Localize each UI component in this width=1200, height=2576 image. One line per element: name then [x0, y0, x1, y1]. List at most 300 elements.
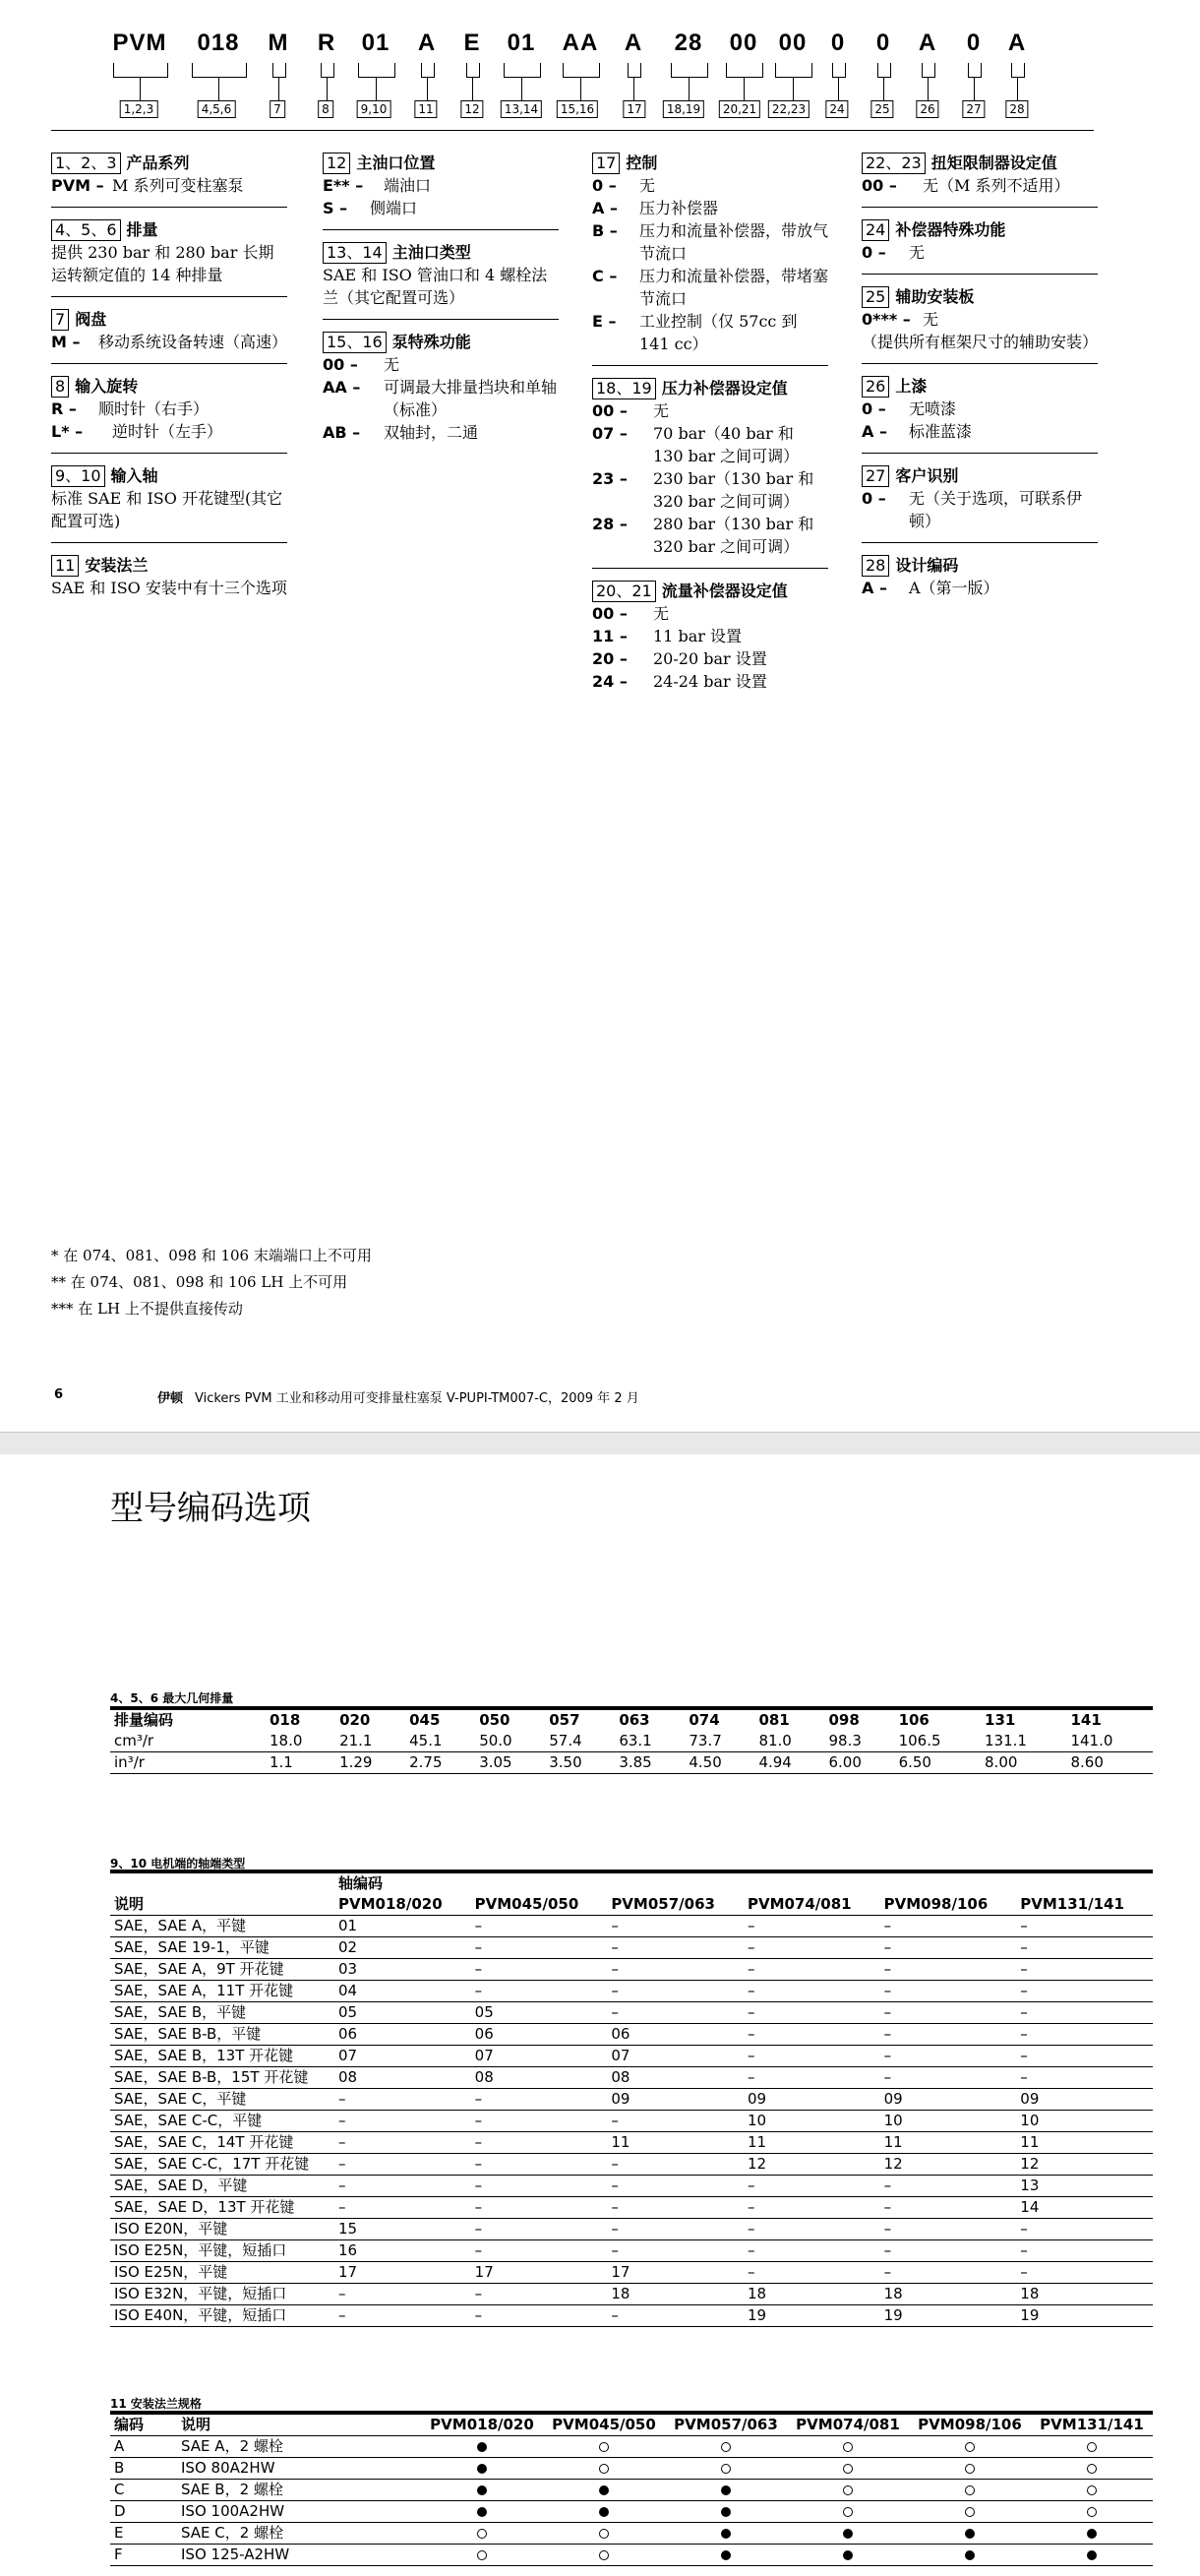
- header-cell: PVM018/020: [334, 1894, 471, 1916]
- table-cell: SAE，SAE B-B，平键: [110, 2024, 334, 2046]
- option-item: [862, 174, 1098, 197]
- option-description: 24-24 bar 设置: [653, 672, 767, 691]
- flange-code: D: [110, 2501, 177, 2523]
- option-section: [51, 309, 287, 364]
- table-cell: SAE，SAE D，13T 开花键: [110, 2197, 334, 2219]
- open-circle-icon: [843, 2485, 853, 2495]
- section-heading: [51, 219, 287, 241]
- option-code: 00 –: [592, 401, 628, 420]
- option-item: [51, 398, 287, 420]
- flange-table-label: 11 安装法兰规格: [110, 2397, 202, 2411]
- table-cell: –: [1016, 2046, 1153, 2067]
- header-cell: 131: [985, 1711, 1016, 1729]
- availability-cell: [909, 2458, 1031, 2480]
- table-cell: 12: [744, 2154, 880, 2176]
- header-cell: PVM074/081: [787, 2413, 909, 2436]
- table-cell: –: [880, 2024, 1017, 2046]
- code-letter-1: PVM: [112, 30, 167, 56]
- table-row: [110, 2089, 1153, 2111]
- section-title: 排量: [126, 220, 158, 239]
- table-row: [110, 2197, 1153, 2219]
- section-heading: [862, 465, 1098, 487]
- section-title: 安装法兰: [85, 556, 149, 575]
- table-cell: –: [607, 1916, 744, 1937]
- availability-cell: [1031, 2501, 1153, 2523]
- section-heading: [592, 153, 828, 174]
- table-cell: –: [744, 2024, 880, 2046]
- option-section: [323, 153, 559, 230]
- option-code: 24 –: [592, 672, 628, 691]
- filled-circle-icon: [599, 2507, 609, 2517]
- option-description: 双轴封，二通: [384, 423, 479, 442]
- code-position-14: 24: [825, 100, 848, 118]
- filled-circle-icon: [1087, 2550, 1097, 2560]
- position-number: 25: [862, 286, 889, 308]
- code-bracket-18: [1011, 63, 1025, 78]
- position-number: 7: [51, 309, 69, 331]
- code-stem-17: [974, 77, 975, 100]
- open-circle-icon: [477, 2550, 487, 2560]
- table-cell: –: [744, 2067, 880, 2089]
- code-position-1: 1,2,3: [120, 100, 158, 118]
- shaft-table-label: 9、10 电机端的轴端类型: [110, 1857, 246, 1871]
- table-cell: –: [880, 1981, 1017, 2002]
- availability-cell: [665, 2545, 787, 2566]
- option-item: [592, 647, 828, 670]
- table-cell: SAE，SAE C-C，17T 开花键: [110, 2154, 334, 2176]
- table-cell: SAE，SAE A，11T 开花键: [110, 1981, 334, 2002]
- table-cell: SAE，SAE C-C，平键: [110, 2111, 334, 2132]
- option-code: B –: [592, 221, 618, 240]
- code-stem-7: [472, 77, 473, 100]
- table-cell: –: [607, 2154, 744, 2176]
- filled-circle-icon: [477, 2464, 487, 2474]
- open-circle-icon: [599, 2529, 609, 2539]
- table-cell: 01: [334, 1916, 471, 1937]
- table-cell: 45.1: [405, 1731, 475, 1752]
- position-number: 9、10: [51, 465, 105, 487]
- header-cell: 074: [689, 1711, 720, 1729]
- code-position-16: 26: [916, 100, 938, 118]
- header-cell: PVM074/081: [744, 1894, 880, 1916]
- table-cell: –: [1016, 2240, 1153, 2262]
- code-position-6: 11: [414, 100, 437, 118]
- table-cell: –: [1016, 2219, 1153, 2240]
- flange-description: ISO 125-A2HW: [177, 2545, 421, 2566]
- option-description: 压力和流量补偿器，带堵塞节流口: [639, 267, 829, 308]
- option-description: 端油口: [384, 176, 432, 195]
- code-bracket-17: [968, 63, 982, 78]
- table-cell: –: [607, 2176, 744, 2197]
- option-item: [862, 331, 1098, 353]
- option-description: 顺时针（右手）: [98, 399, 210, 418]
- table-cell: 19: [1016, 2305, 1153, 2327]
- table-cell: –: [880, 2046, 1017, 2067]
- position-number: 4、5、6: [51, 219, 121, 241]
- table-cell: SAE，SAE C，平键: [110, 2089, 334, 2111]
- table-row: [110, 1937, 1153, 1959]
- table-row: [110, 2501, 1153, 2523]
- position-number: 24: [862, 219, 889, 241]
- table-row: [110, 2480, 1153, 2501]
- table-cell: –: [334, 2111, 471, 2132]
- table-row: [110, 2024, 1153, 2046]
- code-letter-3: M: [268, 30, 289, 56]
- option-section: [51, 555, 287, 609]
- option-section: [592, 378, 828, 569]
- code-position-7: 12: [460, 100, 483, 118]
- table-cell: –: [880, 1959, 1017, 1981]
- table-cell: –: [880, 2002, 1017, 2024]
- table-cell: –: [334, 2197, 471, 2219]
- table-cell: 10: [744, 2111, 880, 2132]
- code-bracket-8: [504, 63, 541, 78]
- table-cell: 11: [607, 2132, 744, 2154]
- option-description: 逆时针（左手）: [112, 422, 223, 441]
- table-row: [110, 2067, 1153, 2089]
- section-heading: [862, 376, 1098, 398]
- table-cell: –: [744, 1916, 880, 1937]
- flange-code: E: [110, 2523, 177, 2545]
- code-position-4: 8: [318, 100, 333, 118]
- empty-cell: [110, 1871, 334, 1894]
- table-cell: 4.94: [754, 1752, 824, 1774]
- code-bracket-11: [671, 63, 708, 78]
- table-cell: 131.1: [981, 1731, 1066, 1752]
- table-cell: 13: [1016, 2176, 1153, 2197]
- table-row: [110, 1959, 1153, 1981]
- open-circle-icon: [477, 2529, 487, 2539]
- option-code: L* –: [51, 422, 84, 441]
- code-bracket-9: [563, 63, 600, 78]
- table-cell: 07: [607, 2046, 744, 2067]
- position-number: 17: [592, 153, 620, 174]
- table-cell: 73.7: [685, 1731, 754, 1752]
- table-cell: –: [1016, 2067, 1153, 2089]
- availability-cell: [1031, 2480, 1153, 2501]
- open-circle-icon: [965, 2442, 975, 2452]
- section-heading: [51, 309, 287, 331]
- code-position-3: 7: [270, 100, 285, 118]
- option-item: [862, 308, 1098, 331]
- section-heading: [51, 376, 287, 398]
- table-cell: 18: [880, 2284, 1017, 2305]
- availability-cell: [543, 2458, 665, 2480]
- table-cell: –: [744, 2176, 880, 2197]
- code-bracket-5: [358, 63, 395, 78]
- code-position-11: 18,19: [663, 100, 704, 118]
- availability-cell: [421, 2480, 543, 2501]
- option-item: [323, 174, 559, 197]
- option-section: [592, 581, 828, 703]
- code-bracket-2: [192, 63, 247, 78]
- table-cell: 05: [334, 2002, 471, 2024]
- table-cell: 141.0: [1066, 1731, 1153, 1752]
- position-number: 15、16: [323, 332, 387, 353]
- footer-brand: 伊顿: [157, 1391, 184, 1406]
- option-description: 70 bar（40 bar 和 130 bar 之间可调）: [653, 424, 800, 465]
- code-stem-14: [838, 77, 839, 100]
- option-section: [51, 219, 287, 297]
- open-circle-icon: [843, 2507, 853, 2517]
- option-code: 0 –: [862, 489, 886, 508]
- option-description: 标准蓝漆: [909, 422, 973, 441]
- position-number: 26: [862, 376, 889, 398]
- table-row: [110, 1916, 1153, 1937]
- option-section: [323, 242, 559, 320]
- code-stem-9: [580, 77, 581, 100]
- code-stem-2: [218, 77, 219, 100]
- section-title: 扭矩限制器设定值: [930, 153, 1057, 172]
- group-header: 轴编码: [338, 1874, 384, 1892]
- option-item: [592, 174, 828, 197]
- section-title: 泵特殊功能: [391, 333, 471, 351]
- option-code: R –: [51, 399, 77, 418]
- position-number: 1、2、3: [51, 153, 121, 174]
- table-row: [110, 2111, 1153, 2132]
- option-code: PVM –: [51, 176, 104, 195]
- header-cell: 排量编码: [114, 1711, 174, 1729]
- option-code: AA –: [323, 378, 361, 397]
- code-position-12: 20,21: [719, 100, 760, 118]
- table-cell: 11: [1016, 2132, 1153, 2154]
- code-bracket-12: [726, 63, 763, 78]
- table-cell: 04: [334, 1981, 471, 2002]
- code-position-15: 25: [870, 100, 893, 118]
- table-cell: 2.75: [405, 1752, 475, 1774]
- open-circle-icon: [1087, 2442, 1097, 2452]
- availability-cell: [543, 2545, 665, 2566]
- table-cell: 19: [744, 2305, 880, 2327]
- code-bracket-10: [628, 63, 641, 78]
- table-cell: –: [471, 2197, 608, 2219]
- code-stem-4: [327, 77, 328, 100]
- table-cell: 17: [607, 2262, 744, 2284]
- option-section: [862, 286, 1098, 364]
- header-cell: PVM045/050: [471, 1894, 608, 1916]
- page-number: 6: [54, 1387, 64, 1402]
- header-cell: PVM018/020: [421, 2413, 543, 2436]
- option-item: [323, 376, 559, 421]
- availability-cell: [1031, 2436, 1153, 2458]
- availability-cell: [421, 2458, 543, 2480]
- section-title: 辅助安装板: [895, 287, 975, 306]
- table-cell: –: [471, 2305, 608, 2327]
- flange-description: ISO 80A2HW: [177, 2458, 421, 2480]
- option-description: 压力和流量补偿器，带放气节流口: [639, 221, 829, 263]
- table-cell: 18: [1016, 2284, 1153, 2305]
- option-item: [592, 219, 828, 265]
- table-cell: –: [607, 2111, 744, 2132]
- table-cell: 09: [1016, 2089, 1153, 2111]
- table-cell: –: [744, 1937, 880, 1959]
- option-code: 0 –: [862, 399, 886, 418]
- table-cell: –: [744, 2002, 880, 2024]
- section-title: 补偿器特殊功能: [895, 220, 1006, 239]
- option-item: [592, 513, 828, 558]
- option-description: 侧端口: [370, 199, 418, 217]
- header-cell: 020: [339, 1711, 371, 1729]
- header-cell: PVM098/106: [880, 1894, 1017, 1916]
- table-cell: –: [744, 2240, 880, 2262]
- table-cell: –: [880, 2197, 1017, 2219]
- table-row: [110, 2176, 1153, 2197]
- table-row: [110, 2523, 1153, 2545]
- table-cell: –: [1016, 1981, 1153, 2002]
- table-cell: SAE，SAE B，13T 开花键: [110, 2046, 334, 2067]
- table-cell: 19: [880, 2305, 1017, 2327]
- section-title: 流量补偿器设定值: [661, 582, 788, 600]
- table-cell: 12: [880, 2154, 1017, 2176]
- table-row: [110, 2436, 1153, 2458]
- availability-cell: [543, 2436, 665, 2458]
- option-description: 280 bar（130 bar 和 320 bar 之间可调）: [653, 515, 814, 556]
- table-row: [110, 2154, 1153, 2176]
- availability-cell: [421, 2523, 543, 2545]
- table-cell: –: [744, 1959, 880, 1981]
- table-cell: –: [744, 1981, 880, 2002]
- code-letter-17: 0: [966, 30, 982, 56]
- open-circle-icon: [721, 2442, 731, 2452]
- top-rule: [51, 130, 1094, 131]
- option-section: [862, 153, 1098, 208]
- table-cell: cm³/r: [110, 1731, 266, 1752]
- option-description: 无喷漆: [909, 399, 957, 418]
- table-cell: 06: [607, 2024, 744, 2046]
- code-position-10: 17: [623, 100, 645, 118]
- position-number: 18、19: [592, 378, 656, 399]
- filled-circle-icon: [721, 2550, 731, 2560]
- section-heading: [51, 153, 287, 174]
- table-cell: in³/r: [110, 1752, 266, 1774]
- table-cell: 18: [607, 2284, 744, 2305]
- open-circle-icon: [721, 2464, 731, 2474]
- section-heading: [862, 153, 1098, 174]
- code-stem-6: [427, 77, 428, 100]
- table-cell: 03: [334, 1959, 471, 1981]
- open-circle-icon: [1087, 2507, 1097, 2517]
- flange-code: A: [110, 2436, 177, 2458]
- availability-cell: [421, 2436, 543, 2458]
- displacement-table-label: 4、5、6 最大几何排量: [110, 1691, 234, 1705]
- option-code: 0 –: [592, 176, 617, 195]
- table-cell: 8.60: [1066, 1752, 1153, 1774]
- option-code: E –: [592, 312, 617, 331]
- table-cell: 1.29: [335, 1752, 405, 1774]
- availability-cell: [665, 2436, 787, 2458]
- option-item: [592, 422, 828, 467]
- availability-cell: [909, 2436, 1031, 2458]
- code-letter-6: A: [417, 30, 437, 56]
- option-description: 无: [909, 243, 926, 262]
- code-position-9: 15,16: [557, 100, 598, 118]
- table-cell: 05: [471, 2002, 608, 2024]
- table-cell: 18.0: [266, 1731, 335, 1752]
- section-title: 主油口位置: [356, 153, 436, 172]
- table-cell: –: [1016, 2262, 1153, 2284]
- flange-description: ISO 100A2HW: [177, 2501, 421, 2523]
- option-item: [862, 398, 1098, 420]
- table-cell: 10: [1016, 2111, 1153, 2132]
- code-bracket-7: [466, 63, 480, 78]
- availability-cell: [421, 2501, 543, 2523]
- filled-circle-icon: [477, 2442, 487, 2452]
- table-cell: –: [334, 2089, 471, 2111]
- option-code: M –: [51, 333, 81, 351]
- table-cell: –: [471, 2132, 608, 2154]
- option-item: [592, 399, 828, 422]
- option-item: [592, 265, 828, 310]
- table-row: [110, 1731, 1153, 1752]
- table-cell: –: [744, 2262, 880, 2284]
- header-cell: PVM098/106: [909, 2413, 1031, 2436]
- position-number: 27: [862, 465, 889, 487]
- position-number: 11: [51, 555, 79, 577]
- availability-cell: [1031, 2458, 1153, 2480]
- open-circle-icon: [965, 2507, 975, 2517]
- page-separator: [0, 1432, 1200, 1454]
- table-cell: –: [334, 2284, 471, 2305]
- table-cell: 09: [744, 2089, 880, 2111]
- table-cell: 81.0: [754, 1731, 824, 1752]
- filled-circle-icon: [965, 2529, 975, 2539]
- availability-cell: [665, 2480, 787, 2501]
- shaft-table: [110, 1870, 1153, 2327]
- table-cell: SAE，SAE C，14T 开花键: [110, 2132, 334, 2154]
- table-cell: –: [471, 2154, 608, 2176]
- footnote-3: *** 在 LH 上不提供直接传动: [51, 1300, 243, 1318]
- code-stem-8: [521, 77, 522, 100]
- option-description: 无: [639, 176, 656, 195]
- option-section: [862, 376, 1098, 454]
- option-item: [592, 625, 828, 647]
- table-cell: –: [880, 2240, 1017, 2262]
- table-cell: –: [471, 2240, 608, 2262]
- table-cell: 12: [1016, 2154, 1153, 2176]
- code-bracket-15: [877, 63, 891, 78]
- section-heading: [323, 153, 559, 174]
- table-cell: 10: [880, 2111, 1017, 2132]
- option-description: 无（关于选项，可联系伊顿）: [909, 489, 1083, 530]
- option-description: 20-20 bar 设置: [653, 649, 767, 668]
- table-row: [110, 2305, 1153, 2327]
- table-cell: 3.05: [475, 1752, 545, 1774]
- option-description: （提供所有框架尺寸的辅助安装）: [862, 333, 1099, 351]
- section-heading: [323, 242, 559, 264]
- section-description: 提供 230 bar 和 280 bar 长期运转额定值的 14 种排量: [51, 243, 274, 284]
- table-cell: 07: [471, 2046, 608, 2067]
- table-cell: 8.00: [981, 1752, 1066, 1774]
- table-cell: 06: [334, 2024, 471, 2046]
- position-number: 28: [862, 555, 889, 577]
- header-cell: 141: [1070, 1711, 1102, 1729]
- option-section: [51, 153, 287, 208]
- flange-code: F: [110, 2545, 177, 2566]
- availability-cell: [909, 2501, 1031, 2523]
- table-cell: 08: [607, 2067, 744, 2089]
- table-cell: SAE，SAE B，平键: [110, 2002, 334, 2024]
- table-cell: 17: [334, 2262, 471, 2284]
- header-cell: 081: [758, 1711, 790, 1729]
- table-cell: 18: [744, 2284, 880, 2305]
- availability-cell: [787, 2523, 909, 2545]
- option-description: 无: [384, 355, 400, 374]
- table-cell: SAE，SAE D，平键: [110, 2176, 334, 2197]
- code-letter-4: R: [317, 30, 336, 56]
- table-cell: 57.4: [545, 1731, 615, 1752]
- table-cell: –: [471, 1937, 608, 1959]
- code-letter-5: 01: [361, 30, 390, 56]
